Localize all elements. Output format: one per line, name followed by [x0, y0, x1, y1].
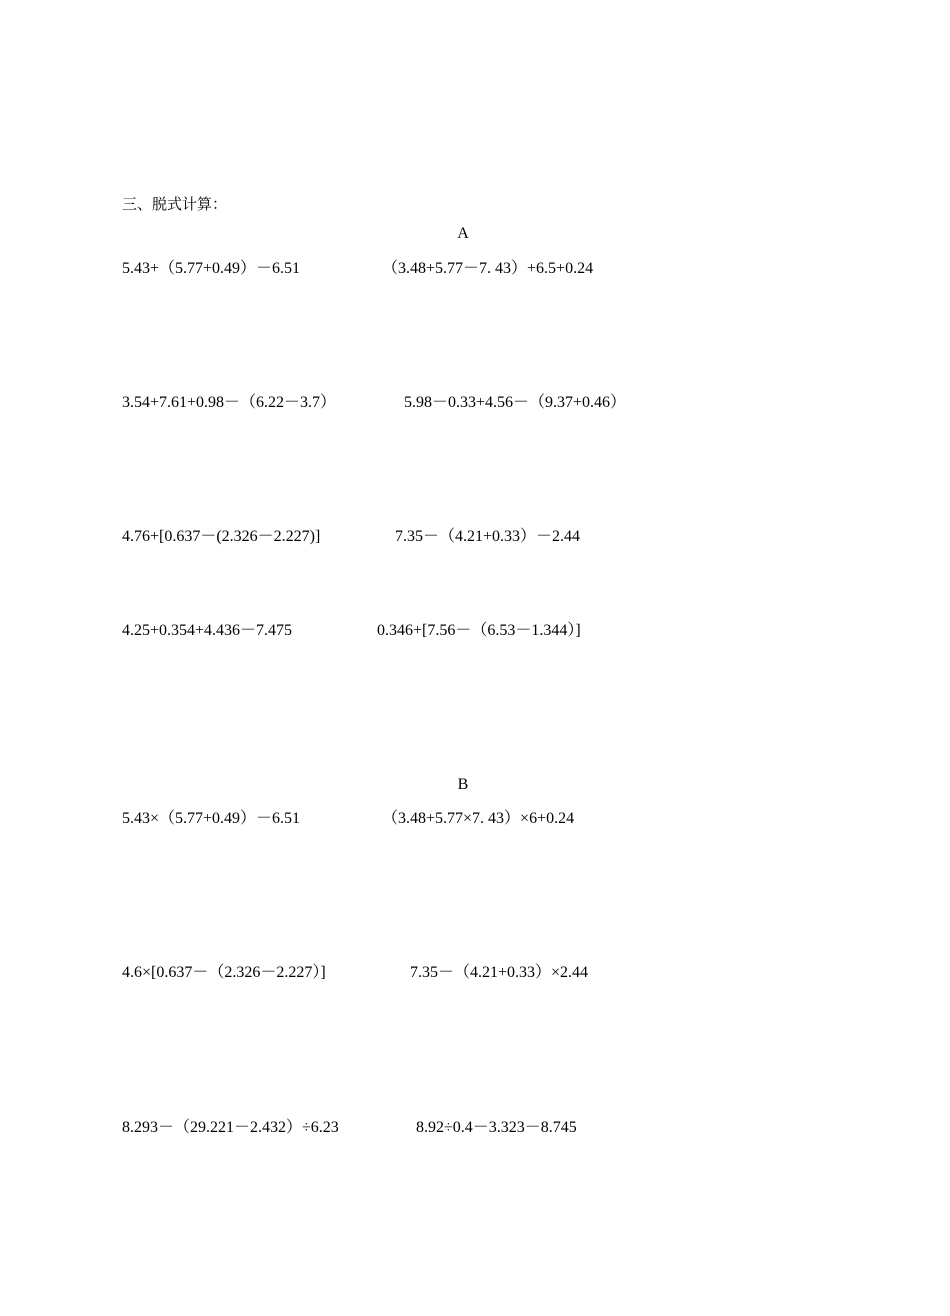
problem-a4-right: 0.346+[7.56－（6.53－1.344）]	[377, 622, 581, 639]
problem-b1-right: （3.48+5.77×7. 43）×6+0.24	[382, 810, 575, 827]
problem-a1-right: （3.48+5.77－7. 43）+6.5+0.24	[382, 260, 594, 277]
problem-a3-right: 7.35－（4.21+0.33）－2.44	[395, 528, 581, 545]
section-a-label: A	[457, 225, 469, 242]
problem-a3-left: 4.76+[0.637－(2.326－2.227)]	[122, 528, 321, 545]
problem-a4-left: 4.25+0.354+4.436－7.475	[122, 622, 293, 639]
problem-b2-right: 7.35－（4.21+0.33）×2.44	[410, 964, 589, 981]
section-heading: 三、脱式计算：	[122, 195, 228, 213]
problem-a1-left: 5.43+（5.77+0.49）－6.51	[122, 260, 301, 277]
problem-b3-right: 8.92÷0.4－3.323－8.745	[416, 1119, 577, 1136]
problem-b2-left: 4.6×[0.637－（2.326－2.227）]	[122, 964, 326, 981]
problem-a2-left: 3.54+7.61+0.98－（6.22－3.7）	[122, 394, 337, 411]
problem-a2-right: 5.98－0.33+4.56－（9.37+0.46）	[404, 394, 627, 411]
problem-b3-left: 8.293－（29.221－2.432）÷6.23	[122, 1119, 339, 1136]
problem-b1-left: 5.43×（5.77+0.49）－6.51	[122, 810, 301, 827]
section-b-label: B	[457, 776, 469, 793]
